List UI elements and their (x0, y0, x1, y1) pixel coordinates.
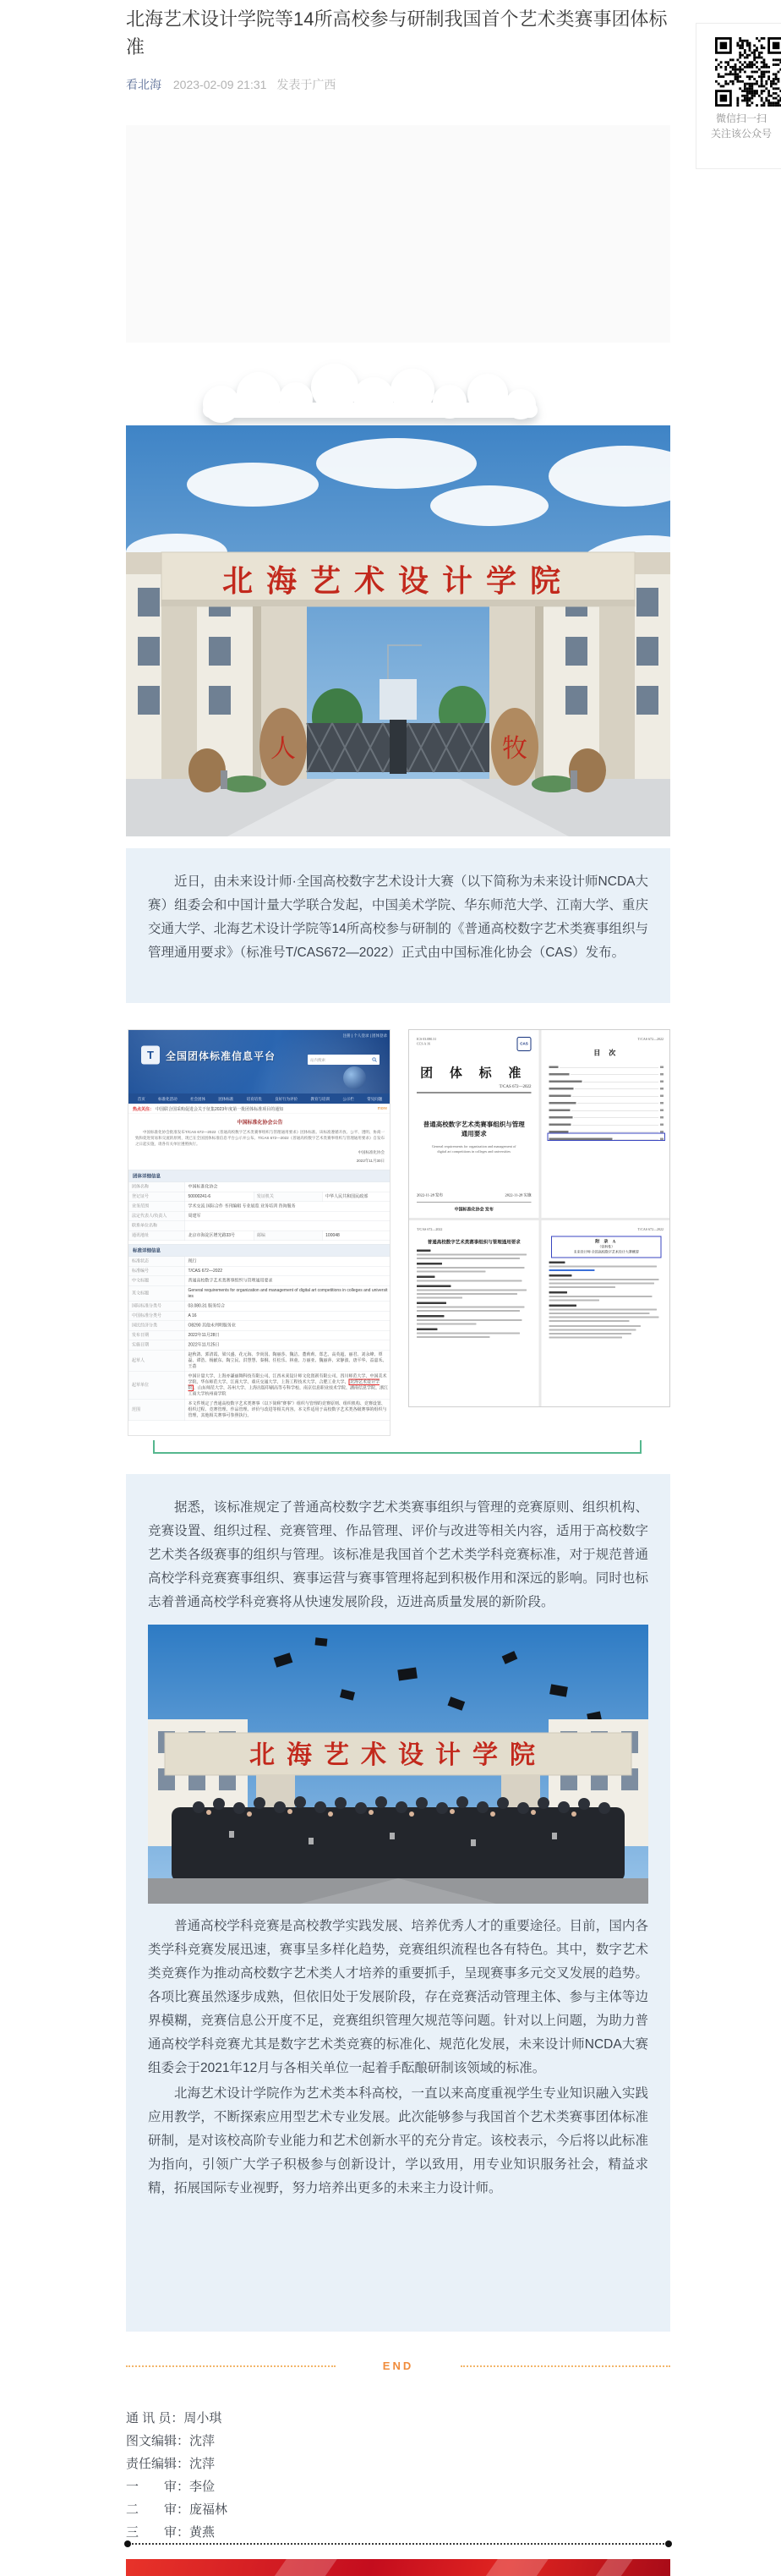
table-value: T/CAS 672—2022 (185, 1266, 390, 1276)
table-label: 中文标题 (128, 1276, 185, 1286)
credit-line-1: 图文编辑：沈萍 (126, 2434, 216, 2448)
table-value: 2022年11月28日 (185, 1330, 390, 1340)
globe-graphic (343, 1066, 366, 1089)
table-value: 学术交流 国际合作 书刊编辑 专业展览 业务培训 咨询服务 (185, 1202, 390, 1212)
table-value: A 16 (185, 1311, 390, 1321)
main-paragraph-box (126, 1474, 670, 2332)
standard-info-row (128, 1276, 390, 1286)
doc-text-line (549, 1262, 565, 1264)
toc-entry (549, 1099, 664, 1104)
table-label: 团体名称 (128, 1182, 185, 1192)
table-value: 中国计量大学、上海亦谦丽舞科技有限公司、江西未来设计师文化创新有限公司、四川师范大学、中国美术学院、华东师范大学、江南大学、重庆交通大学、上海工程技术大学、合肥工业大学、 北海艺术设计学院 、山东师范大学、苏州大学、上海出版印刷高等专科学校、南京信息职业技术学院、湖南信息学院、浙江工商大学杭州商学院 (185, 1372, 390, 1400)
doc-text-line (549, 1313, 650, 1314)
doc-text-line (417, 1293, 517, 1295)
table-value: 2022年11月25日 (185, 1340, 390, 1351)
site-logo: T (141, 1046, 160, 1065)
table-value: 中国标准化协会 (185, 1182, 390, 1192)
standard-document-screenshot (408, 1029, 670, 1407)
site-notice (128, 1114, 390, 1167)
doc-text-line (417, 1280, 522, 1282)
doc-text-line (417, 1258, 520, 1259)
doc-text-line (417, 1336, 490, 1338)
table-label: 发证机关 (254, 1192, 322, 1202)
group-info-row (128, 1182, 390, 1192)
table-label: 联系单位名称 (128, 1221, 185, 1231)
site-topbar[interactable]: 注册 | 个人登录 | 团体登录 (342, 1033, 387, 1038)
doc-big-title: 团 体 标 准 (420, 1066, 528, 1080)
toc-entry (549, 1077, 664, 1082)
group-info-row (128, 1230, 390, 1241)
standards-platform-screenshot (128, 1029, 390, 1436)
table-value: 50000241-6 (185, 1192, 254, 1202)
publish-location: 发表于广西 (276, 78, 336, 91)
doc-text-line (417, 1333, 520, 1335)
doc-issue-date: 2022-11-28 发布 (417, 1192, 443, 1198)
standard-info-row (128, 1350, 390, 1372)
dotted-divider (126, 2543, 670, 2545)
standard-info-row (128, 1266, 390, 1276)
standard-info-row (128, 1257, 390, 1267)
hot-label: 热点关注： (133, 1106, 154, 1112)
article-meta (126, 76, 674, 93)
image-placeholder (126, 125, 670, 343)
table-value: 普通高校数字艺术类赛事组织与管理通用要求 (185, 1276, 390, 1286)
table-label: 通讯地址 (128, 1230, 185, 1241)
section-title-standard-info: 标准详细信息 (128, 1244, 390, 1257)
doc-text-line (549, 1266, 657, 1268)
doc-text-line (417, 1254, 527, 1256)
standard-info-row (128, 1311, 390, 1321)
doc-text-line (549, 1329, 636, 1331)
doc-text-line (549, 1269, 595, 1271)
more-link[interactable]: more (377, 1105, 387, 1111)
notice-title: 中国标准化协会公告 (237, 1119, 283, 1126)
publish-date: 2023-02-09 21:31 (172, 78, 267, 91)
site-banner (128, 1030, 390, 1093)
doc-toc-page: T/CAS 672—2022 目 次 (542, 1030, 671, 1218)
doc-text-line (417, 1267, 524, 1269)
doc-impl-date: 2022-11-28 实施 (505, 1192, 532, 1198)
table-value: 本文件规定了普通高校数字艺术类赛事（以下简称“赛事”）组织与管理的竞赛原则、组织机构、竞赛设置、组织过程、竞赛管理、作品管理、评价与改进等相关内容。本文件适用于高校数字艺术类各级赛事的组织与管理，其他相关赛事可参照执行。 (185, 1399, 390, 1421)
qr-card[interactable] (696, 23, 781, 169)
qr-caption-2: 关注该公众号 (710, 128, 772, 140)
table-label: 邮编 (254, 1230, 322, 1241)
svg-text:北海艺术设计学院: 北海艺术设计学院 (221, 564, 575, 598)
group-info-row (128, 1202, 390, 1212)
table-label: 中国标准分类号 (128, 1311, 185, 1321)
doc-text-line (417, 1302, 446, 1305)
standard-info-row (128, 1321, 390, 1331)
toc-entry (549, 1105, 664, 1111)
toc-entry (549, 1070, 664, 1076)
doc-cover-page (409, 1030, 539, 1218)
table-label: 起草单位 (128, 1372, 185, 1400)
toc-entry (549, 1113, 664, 1119)
svg-text:北海艺术设计学院: 北海艺术设计学院 (249, 1741, 547, 1769)
standard-info-row (128, 1340, 390, 1351)
table-label: 起草人 (128, 1350, 185, 1372)
toc-highlight-box (548, 1133, 666, 1142)
table-label: 范围 (128, 1399, 185, 1421)
table-label: 英文标题 (128, 1285, 185, 1302)
site-nav-item-7[interactable]: 公示栏 (342, 1096, 354, 1101)
notice-body: 中国标准化协会批准发布T/CAS 672—2022《普通高校数字艺术类赛事组织与管理通用要求》团体标准。该标准遵循开放、公平、透明、协商一致和促进贸易和交流的原则，现已在全国团体标准信息平台公示并公布。T/CAS 672—2022《普通高校数字艺术类赛事组织与管理通用要求》自发布之日起实施，请各有关单位遵照执行。 (135, 1130, 385, 1146)
site-hot-row (128, 1104, 390, 1114)
account-link[interactable]: 看北海 (126, 78, 161, 91)
appendix-highlight-box: 附 录 A （资料性） 未来设计师·全国高校数字艺术设计大赛概要 (551, 1236, 662, 1258)
doc-text-line (417, 1290, 527, 1291)
table-value: General requirements for organization and management of digital art competitions in colleges and universities (185, 1285, 390, 1302)
doc-appendix-page: T/CAS 672—2022 附 录 A （资料性） 未来设计师·全国高校数字艺术设计大赛概要 (542, 1220, 671, 1407)
credits-block (126, 2407, 670, 2544)
doc-text-line (549, 1274, 572, 1277)
site-nav-item-8[interactable]: 常见问题 (367, 1096, 383, 1101)
table-label: 法定代表人/负责人 (128, 1211, 185, 1221)
toc-entry (549, 1127, 664, 1133)
table-value: 现行 (185, 1257, 390, 1267)
credit-line-2: 责任编辑：沈萍 (126, 2457, 216, 2471)
table-value: 03.080.31 服务综合 (185, 1302, 390, 1312)
doc-text-line (549, 1333, 632, 1335)
site-nav (128, 1093, 390, 1104)
doc-text-line (549, 1305, 577, 1307)
doc-text-line (549, 1283, 655, 1285)
table-value: 中华人民共和国民政部 (322, 1192, 390, 1202)
hot-link[interactable]: 中国联合国采购促进会关于征集2023年度第一批团体标准项目的通知 (156, 1106, 284, 1112)
table-label: 标准编号 (128, 1266, 185, 1276)
table-label: 业务范围 (128, 1202, 185, 1212)
table-value: O8290 其他未列明服务业 (185, 1321, 390, 1331)
site-nav-item-4[interactable]: 培育培优 (246, 1096, 262, 1101)
graduates-crowd (172, 1796, 625, 1882)
svg-text:牧: 牧 (502, 735, 527, 763)
site-nav-item-6[interactable]: 教育与培训 (310, 1096, 330, 1101)
svg-text:人: 人 (270, 735, 296, 763)
doc-en-title: General requirements for organization and management of digital art competitions in colleges and universities (431, 1144, 516, 1154)
paragraph-4: 北海艺术设计学院作为艺术类本科高校，一直以来高度重视学生专业知识融入实践应用教学，不断探索应用型艺术专业发展。此次能够参与我国首个艺术类赛事团体标准研制，是对该校高阶专业能力和艺术创新水平的充分肯定。该校表示，今后将以此标准为指向，引领广大学子积极参与创新设计，学以致用，用专业知识服务社会，精益求精，拓展国际专业视野，努力培养出更多的未来主力设计师。 (148, 2086, 648, 2195)
notice-date: 2022年11月30日 (356, 1159, 385, 1163)
end-divider-line-right (461, 2365, 670, 2367)
doc-cn-title: 普通高校数字艺术类赛事组织与管理 通用要求 (423, 1121, 525, 1137)
standard-info-row (128, 1330, 390, 1340)
paragraph-3: 普通高校学科竞赛是高校教学实践发展、培养优秀人才的重要途径。目前，国内各类学科竞赛发展迅速，赛事呈多样化趋势，竞赛组织流程也各有特色。其中，数字艺术类竞赛作为推动高校数字艺术类人才培养的重要抓手，呈现赛事多元交叉发展的趋势。各项比赛虽然逐步成熟，但依旧处于发展阶段，存在竞赛活动管理主体、参与主体等边界模糊，竞赛信息公开度不足，竞赛组织管理欠规范等问题。针对以上问题，为助力普通高校学科竞赛尤其是数字艺术类竞赛的标准化、规范化发展，未来设计师NCDA大赛组委会于2021年12月与各相关单位一起着手酝酿研制该领域的标准。 (148, 1919, 648, 2075)
doc-body-page: T/CAS 672—2022 普通高校数字艺术类赛事组织与管理通用要求 (409, 1220, 539, 1407)
doc-text-line (417, 1315, 445, 1318)
decor-bracket (153, 1440, 642, 1454)
toc-entry (549, 1134, 664, 1140)
doc-text-line (417, 1271, 485, 1273)
doc-text-line (417, 1329, 437, 1331)
group-info-row (128, 1192, 390, 1202)
highlighted-school-name: 北海艺术设计学院 (188, 1379, 380, 1390)
table-label: 发布日期 (128, 1330, 185, 1340)
toc-entry (549, 1062, 664, 1068)
group-info-table (128, 1182, 390, 1241)
doc-text-line (549, 1296, 653, 1297)
standard-info-row (128, 1399, 390, 1421)
table-label: 国际标准分类号 (128, 1302, 185, 1312)
doc-text-line (417, 1324, 476, 1325)
credit-line-5: 三 审：黄燕 (126, 2525, 216, 2540)
table-value: 北京市海淀区增光路33号 (185, 1230, 254, 1241)
clouds-decoration (169, 355, 566, 430)
end-divider (126, 2360, 670, 2372)
notice-signature: 中国标准化协会 (358, 1150, 385, 1154)
doc-text-line (549, 1325, 641, 1327)
credit-line-4: 二 审：庞福林 (126, 2502, 228, 2517)
doc-text-line (417, 1285, 451, 1288)
doc-toc-title: 目 次 (593, 1050, 620, 1057)
doc-text-line (549, 1291, 568, 1294)
table-label: 国民经济分类 (128, 1321, 185, 1331)
doc-text-line (417, 1276, 435, 1279)
site-nav-item-2[interactable]: 社会团体 (189, 1096, 205, 1101)
table-value: 周建军 (185, 1211, 390, 1221)
section-title-group-info: 团体详细信息 (128, 1170, 390, 1182)
table-value: 100048 (322, 1230, 390, 1241)
table-value: 赵秋鸽、郭清霞、梁兴盛、花元海、李尚国、陶丽莎、魏洁、董莉莉、郑艺、高英超、丽君、刘永峰、覃磊、谭浩、杨献东、陶立民、洪慧慧、秦桐、任松乐、林童、万丽亚、魏丽萍、宋静波、唐平华、益嘉禾、王荔 (185, 1350, 390, 1372)
toc-entry (549, 1091, 664, 1097)
paragraph-1: 近日，由未来设计师·全国高校数字艺术设计大赛（以下简称为未来设计师NCDA大赛）组委会和中国计量大学联合发起，中国美术学院、华东师范大学、江南大学、重庆交通大学、北海艺术设计学院等14所高校参与研制的《普通高校数字艺术类赛事组织与管理通用要求》（标准号T/CAS672—2022）正式由中国标准化协会（CAS）发布。 (148, 874, 648, 960)
graduation-photo (148, 1625, 648, 1908)
standard-info-table (128, 1257, 390, 1422)
credit-line-3: 一 审：李俭 (126, 2480, 216, 2494)
cas-logo: CAS (517, 1037, 532, 1051)
doc-text-line (417, 1319, 522, 1321)
site-nav-item-1[interactable]: 标准化活动 (158, 1096, 178, 1101)
doc-standard-number: T/CAS 672—2022 (499, 1084, 532, 1089)
page-title: 北海艺术设计学院等14所高校参与研制我国首个艺术类赛事团体标准 (126, 8, 668, 58)
end-label: END (382, 2360, 414, 2372)
site-title: 全国团体标准信息平台 (166, 1050, 276, 1062)
doc-text-line (417, 1263, 442, 1265)
standard-info-row (128, 1285, 390, 1302)
doc-text-line (549, 1300, 600, 1302)
doc-text-line (417, 1307, 524, 1308)
table-label: 标准状态 (128, 1257, 185, 1267)
doc-text-line (417, 1250, 430, 1252)
doc-text-line (549, 1317, 659, 1318)
site-nav-item-0[interactable]: 首页 (137, 1096, 145, 1101)
intro-paragraph-box (126, 848, 670, 1003)
doc-text-line (417, 1310, 520, 1312)
end-divider-line-left (126, 2365, 336, 2367)
table-value (185, 1221, 390, 1231)
campus-gate-photo (126, 425, 670, 836)
doc-text-line (549, 1320, 630, 1322)
table-label: 登记证号 (128, 1192, 185, 1202)
footer-banner-image (126, 2559, 670, 2576)
doc-ics: ICS 03.080.31 CCS A 16 (417, 1037, 437, 1046)
standard-info-row (128, 1302, 390, 1312)
group-info-row (128, 1211, 390, 1221)
doc-text-line (549, 1337, 623, 1339)
doc-text-line (549, 1279, 659, 1280)
toc-entry (549, 1120, 664, 1126)
doc-text-line (549, 1286, 616, 1288)
doc-text-line (417, 1297, 462, 1299)
search-icon[interactable] (372, 1057, 377, 1062)
doc-publisher: 中国标准化协会 发布 (454, 1207, 494, 1212)
paragraph-2: 据悉，该标准规定了普通高校数字艺术类赛事组织与管理的竞赛原则、组织机构、竞赛设置、组织过程、竞赛管理、作品管理、评价与改进等相关内容，适用于高校数字艺术类各级赛事的组织与管理。该标准是我国首个艺术类学科竞赛标准，对于规范普通高校学科竞赛赛事组织、赛事运营与赛事管理将起到积极作用和深远的影响。同时也标志着普通高校学科竞赛将从快速发展阶段，迈进高质量发展的新阶段。 (148, 1500, 648, 1609)
site-nav-item-5[interactable]: 良好行为评价 (275, 1096, 298, 1101)
doc-text-line (549, 1309, 657, 1311)
doc-body-title: 普通高校数字艺术类赛事组织与管理通用要求 (427, 1240, 521, 1245)
toc-entry (549, 1084, 664, 1090)
credit-line-0: 通 讯 员：周小琪 (126, 2411, 222, 2425)
table-label: 实施日期 (128, 1340, 185, 1351)
site-nav-item-3[interactable]: 团体标准 (218, 1096, 234, 1101)
site-search-input[interactable]: 站内搜索 (308, 1055, 380, 1065)
group-info-row (128, 1221, 390, 1231)
standard-info-row (128, 1372, 390, 1400)
qr-caption-1: 微信扫一扫 (715, 112, 767, 124)
qr-code-icon (715, 37, 781, 107)
